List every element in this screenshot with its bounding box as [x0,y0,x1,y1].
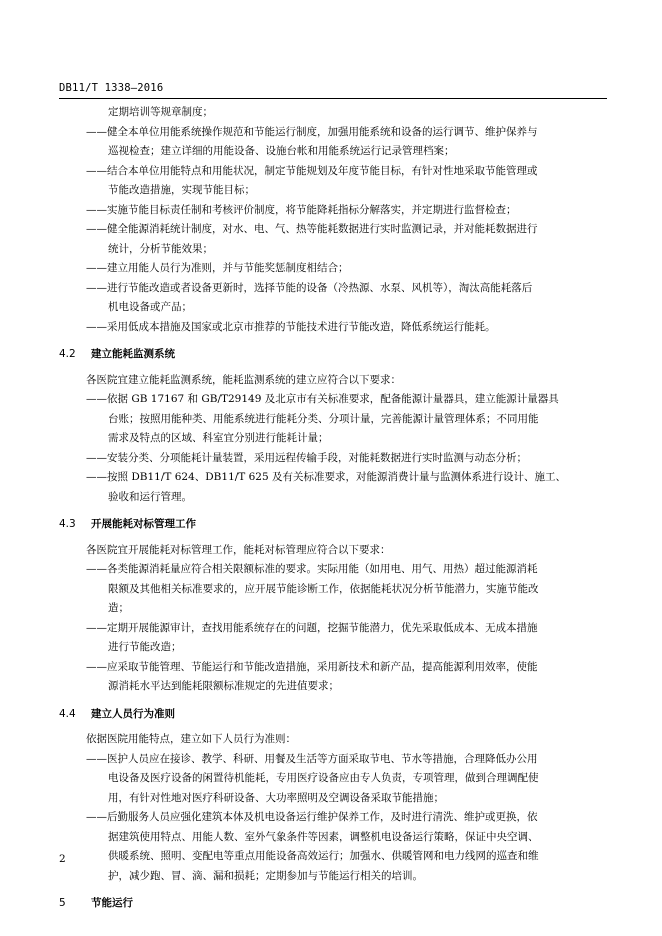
continuation-line: 护，减少跑、冒、滴、漏和损耗；定期参加与节能运行相关的培训。 [108,869,423,882]
continuation-line: 源消耗水平达到能耗限额标准规定的先进值要求； [108,680,339,692]
list-item-line: ——按照 DB11/T 624、DB11/T 625 及有关标准要求，对能源消费计量与监测体系进行设计、施工、 [86,471,567,483]
section-heading [59,517,196,531]
list-item-line: ——健全本单位用能系统操作规范和节能运行制度，加强用能系统和设备的运行调节、维护保养与 [86,125,538,138]
section-heading [59,896,133,910]
continuation-line: 巡视检查；建立详细的用能设备、设施台帐和用能系统运行记录管理档案； [108,145,455,157]
continuation-line: 电设备及医疗设备的闲置待机能耗，专用医疗设备应由专人负责，专项管理，做到合理调配使 [108,772,539,784]
section-number: 4.4 [59,707,76,720]
continuation-line: 节能改造措施，实现节能目标； [108,184,255,196]
header-rule [59,98,607,99]
continuation-line: 供暖系统、照明、变配电等重点用能设备高效运行；加强水、供暖管网和电力线网的巡查和维 [108,850,539,862]
section-heading [59,347,175,361]
list-item-line: ——各类能源消耗量应符合相关限额标准的要求。实际用能（如用电、用气、用热）超过能源消耗 [86,563,538,575]
continuation-line: 验收和运行管理。 [108,490,192,503]
paragraph-line: 各医院宜开展能耗对标管理工作，能耗对标管理应符合以下要求： [86,543,391,556]
section-number: 5 [59,897,66,909]
continuation-line: 需求及特点的区域、科室宜分别进行能耗计量； [108,432,329,444]
list-item-line: ——应采取节能管理、节能运行和节能改造措施，采用新技术和新产品，提高能源利用效率，使能 [86,660,538,673]
continuation-line: 台账；按照用能种类、用能系统进行能耗分类、分项计量，完善能源计量管理体系；不同用能 [108,412,539,425]
section-title: 节能运行 [91,897,133,909]
document-code-header: DB11/T 1338—2016 [59,82,164,94]
continuation-line: 限额及其他相关标准要求的，应开展节能诊断工作，依据能耗状况分析节能潜力，实施节能改 [108,582,539,595]
section-title: 开展能耗对标管理工作 [91,518,196,530]
continuation-line: 进行节能改造； [108,641,182,653]
continuation-line: 定期培训等规章制度； [108,106,213,118]
continuation-line: 机电设备或产品； [108,301,192,313]
section-heading [59,707,175,721]
list-item-line: ——后勤服务人员应强化建筑本体及机电设备运行维护保养工作，及时进行清洗、维护或更换，依 [86,811,538,823]
list-item-line: ——进行节能改造或者设备更新时，选择节能的设备（冷热源、水泵、风机等），淘汰高能耗落后 [86,281,533,294]
continuation-line: 用，有针对性地对医疗科研设备、大功率照明及空调设备采取节能措施； [108,791,444,804]
page-number: 2 [59,853,66,865]
list-item-line: ——安装分类、分项能耗计量装置，采用远程传输手段，对能耗数据进行实时监测与动态分析； [86,451,527,464]
list-item-line: ——定期开展能源审计，查找用能系统存在的问题，挖掘节能潜力，优先采取低成本、无成本措施 [86,621,538,634]
list-item-line: ——建立用能人员行为准则，并与节能奖惩制度相结合； [86,262,349,274]
section-number: 4.2 [59,348,76,360]
list-item-line: ——实施节能目标责任制和考核评价制度，将节能降耗指标分解落实，并定期进行监督检查； [86,203,517,216]
section-number: 4.3 [59,518,76,530]
continuation-line: 据建筑使用特点、用能人数、室外气象条件等因素，调整机电设备运行策略，保证中央空调、 [108,830,539,843]
paragraph-line: 各医院宜建立能耗监测系统，能耗监测系统的建立应符合以下要求： [86,373,401,386]
continuation-line: 造； [108,602,129,614]
continuation-line: 统计，分析节能效果； [108,242,213,255]
section-title: 建立人员行为准则 [91,707,175,720]
list-item-line: ——健全能源消耗统计制度，对水、电、气、热等能耗数据进行实时监测记录，并对能耗数据进行 [86,223,538,235]
list-item-line: ——结合本单位用能特点和用能状况，制定节能规划及年度节能目标，有针对性地采取节能管理或 [86,164,538,177]
section-title: 建立能耗监测系统 [91,348,175,360]
paragraph-line: 依据医院用能特点，建立如下人员行为准则： [86,733,296,745]
list-item-line: ——医护人员应在接诊、教学、科研、用餐及生活等方面采取节电、节水等措施，合理降低办公用 [86,752,538,765]
list-item-line: ——依据 GB 17167 和 GB/T29149 及北京市有关标准要求，配备能源计量器具，建立能源计量器具 [86,393,559,405]
list-item-line: ——采用低成本措施及国家或北京市推荐的节能技术进行节能改造，降低系统运行能耗。 [86,320,496,333]
